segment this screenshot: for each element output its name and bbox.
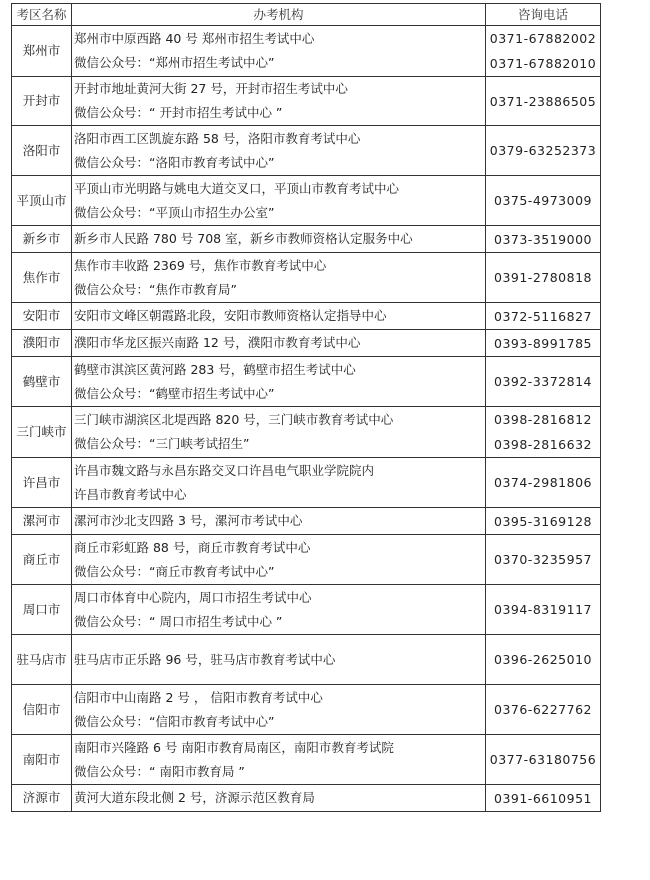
phone-cell	[486, 635, 601, 685]
org-cell	[72, 126, 486, 176]
table-row	[12, 330, 601, 357]
table-row	[12, 685, 601, 735]
table-row	[12, 585, 601, 635]
org-cell	[72, 508, 486, 535]
phone-number: 0379-63252373	[489, 143, 597, 158]
header-org: 办考机构	[72, 4, 486, 26]
phone-cell	[486, 226, 601, 253]
table-body	[12, 26, 601, 812]
phone-number: 0377-63180756	[489, 752, 597, 767]
org-line: 微信公众号：“郑州市招生考试中心”	[74, 55, 275, 70]
phone-number: 0371-23886505	[489, 93, 597, 109]
org-line: 洛阳市西工区凯旋东路 58 号，洛阳市教育考试中心	[74, 130, 361, 146]
table-row	[12, 77, 601, 126]
org-cell	[72, 176, 486, 226]
phone-number: 0371-67882010	[489, 56, 597, 71]
phone-cell	[486, 303, 601, 330]
org-line: 南阳市兴隆路 6 号 南阳市教育局南区，南阳市教育考试院	[74, 739, 394, 755]
org-cell	[72, 407, 486, 458]
org-line: 郑州市中原西路 40 号 郑州市招生考试中心	[74, 31, 315, 46]
phone-cell	[486, 357, 601, 407]
phone-cell	[486, 330, 601, 357]
org-cell	[72, 26, 486, 77]
phone-number: 0391-2780818	[494, 270, 592, 285]
phone-number: 0391-6610951	[494, 790, 592, 806]
region-cell: 开封市	[12, 77, 72, 126]
region-cell: 焦作市	[12, 253, 72, 303]
phone-number: 0370-3235957	[494, 552, 592, 567]
region-cell: 周口市	[12, 585, 72, 635]
table-row	[12, 253, 601, 303]
org-cell	[72, 585, 486, 635]
region-cell: 南阳市	[12, 735, 72, 785]
org-cell	[72, 253, 486, 303]
org-line: 微信公众号：“商丘市教育考试中心”	[74, 563, 275, 579]
phone-cell	[486, 508, 601, 535]
phone-number: 0393-8991785	[494, 335, 592, 351]
org-line: 三门峡市湖滨区北堤西路 820 号，三门峡市教育考试中心	[74, 412, 394, 427]
org-line: 漯河市沙北支四路 3 号，漯河市考试中心	[74, 513, 303, 528]
org-line: 驻马店市正乐路 96 号，驻马店市教育考试中心	[74, 651, 336, 667]
header-row	[12, 4, 601, 26]
phone-cell	[486, 685, 601, 735]
exam-office-table	[11, 3, 601, 812]
org-line: 微信公众号：“信阳市教育考试中心”	[74, 713, 275, 729]
phone-cell	[486, 176, 601, 226]
table-row	[12, 407, 601, 458]
table-row	[12, 26, 601, 77]
org-line: 微信公众号：“三门峡考试招生”	[74, 436, 250, 451]
phone-number: 0398-2816632	[494, 437, 592, 452]
org-line: 濮阳市华龙区振兴南路 12 号，濮阳市教育考试中心	[74, 335, 361, 350]
phone-cell	[486, 458, 601, 508]
org-line: 黄河大道东段北侧 2 号，济源示范区教育局	[74, 790, 315, 805]
region-cell: 驻马店市	[12, 635, 72, 685]
region-cell: 许昌市	[12, 458, 72, 508]
org-line: 微信公众号：“ 周口市招生考试中心 ”	[74, 613, 283, 629]
region-cell: 三门峡市	[12, 407, 72, 458]
phone-cell	[486, 407, 601, 458]
phone-number: 0373-3519000	[494, 231, 592, 247]
phone-cell	[486, 535, 601, 585]
region-cell: 洛阳市	[12, 126, 72, 176]
phone-cell	[486, 26, 601, 77]
region-cell: 鹤壁市	[12, 357, 72, 407]
phone-cell	[486, 735, 601, 785]
phone-cell	[486, 77, 601, 126]
phone-number: 0372-5116827	[494, 308, 592, 324]
header-region: 考区名称	[12, 4, 72, 26]
org-line: 微信公众号：“ 开封市招生考试中心 ”	[74, 105, 283, 120]
org-cell	[72, 77, 486, 126]
table-row	[12, 458, 601, 508]
org-line: 微信公众号：“焦作市教育局”	[74, 281, 237, 297]
org-cell	[72, 785, 486, 812]
region-cell: 新乡市	[12, 226, 72, 253]
region-cell: 信阳市	[12, 685, 72, 735]
region-cell: 漯河市	[12, 508, 72, 535]
org-line: 新乡市人民路 780 号 708 室，新乡市教师资格认定服务中心	[74, 231, 413, 246]
org-line: 信阳市中山南路 2 号 ， 信阳市教育考试中心	[74, 689, 323, 705]
org-line: 微信公众号：“平顶山市招生办公室”	[74, 204, 275, 220]
region-cell: 濮阳市	[12, 330, 72, 357]
table-row	[12, 226, 601, 253]
org-cell	[72, 357, 486, 407]
org-line: 周口市体育中心院内，周口市招生考试中心	[74, 589, 312, 605]
phone-cell	[486, 785, 601, 812]
org-cell	[72, 458, 486, 508]
org-line: 开封市地址黄河大街 27 号，开封市招生考试中心	[74, 81, 348, 96]
org-cell	[72, 735, 486, 785]
org-line: 微信公众号：“鹤壁市招生考试中心”	[74, 385, 275, 401]
org-line: 微信公众号：“ 南阳市教育局 ”	[74, 763, 245, 779]
table-row	[12, 735, 601, 785]
phone-number: 0394-8319117	[494, 602, 592, 617]
org-line: 平顶山市光明路与姚电大道交叉口，平顶山市教育考试中心	[74, 180, 400, 196]
table-row	[12, 176, 601, 226]
header-phone: 咨询电话	[486, 4, 601, 26]
region-cell: 平顶山市	[12, 176, 72, 226]
org-line: 焦作市丰收路 2369 号，焦作市教育考试中心	[74, 257, 327, 273]
phone-number: 0398-2816812	[494, 412, 592, 427]
org-line: 安阳市文峰区朝霞路北段，安阳市教师资格认定指导中心	[74, 308, 387, 323]
phone-number: 0395-3169128	[494, 513, 592, 529]
table-row	[12, 535, 601, 585]
table-row	[12, 357, 601, 407]
org-line: 许昌市教育考试中心	[74, 486, 187, 502]
table-row	[12, 303, 601, 330]
org-line: 鹤壁市淇滨区黄河路 283 号，鹤壁市招生考试中心	[74, 361, 356, 377]
phone-cell	[486, 253, 601, 303]
phone-cell	[486, 126, 601, 176]
phone-number: 0392-3372814	[494, 374, 592, 389]
org-line: 许昌市魏文路与永昌东路交叉口许昌电气职业学院院内	[74, 462, 375, 478]
org-cell	[72, 535, 486, 585]
table-row	[12, 785, 601, 812]
org-line: 微信公众号：“洛阳市教育考试中心”	[74, 154, 275, 170]
phone-cell	[486, 585, 601, 635]
org-cell	[72, 226, 486, 253]
region-cell: 济源市	[12, 785, 72, 812]
org-line: 商丘市彩虹路 88 号，商丘市教育考试中心	[74, 539, 311, 555]
table-row	[12, 508, 601, 535]
org-cell	[72, 303, 486, 330]
phone-number: 0375-4973009	[494, 193, 592, 208]
phone-number: 0396-2625010	[494, 652, 592, 667]
table-row	[12, 126, 601, 176]
region-cell: 郑州市	[12, 26, 72, 77]
org-cell	[72, 685, 486, 735]
org-cell	[72, 330, 486, 357]
region-cell: 安阳市	[12, 303, 72, 330]
phone-number: 0376-6227762	[494, 702, 592, 717]
phone-number: 0371-67882002	[489, 31, 597, 46]
org-cell	[72, 635, 486, 685]
table-row	[12, 635, 601, 685]
region-cell: 商丘市	[12, 535, 72, 585]
phone-number: 0374-2981806	[494, 475, 592, 490]
